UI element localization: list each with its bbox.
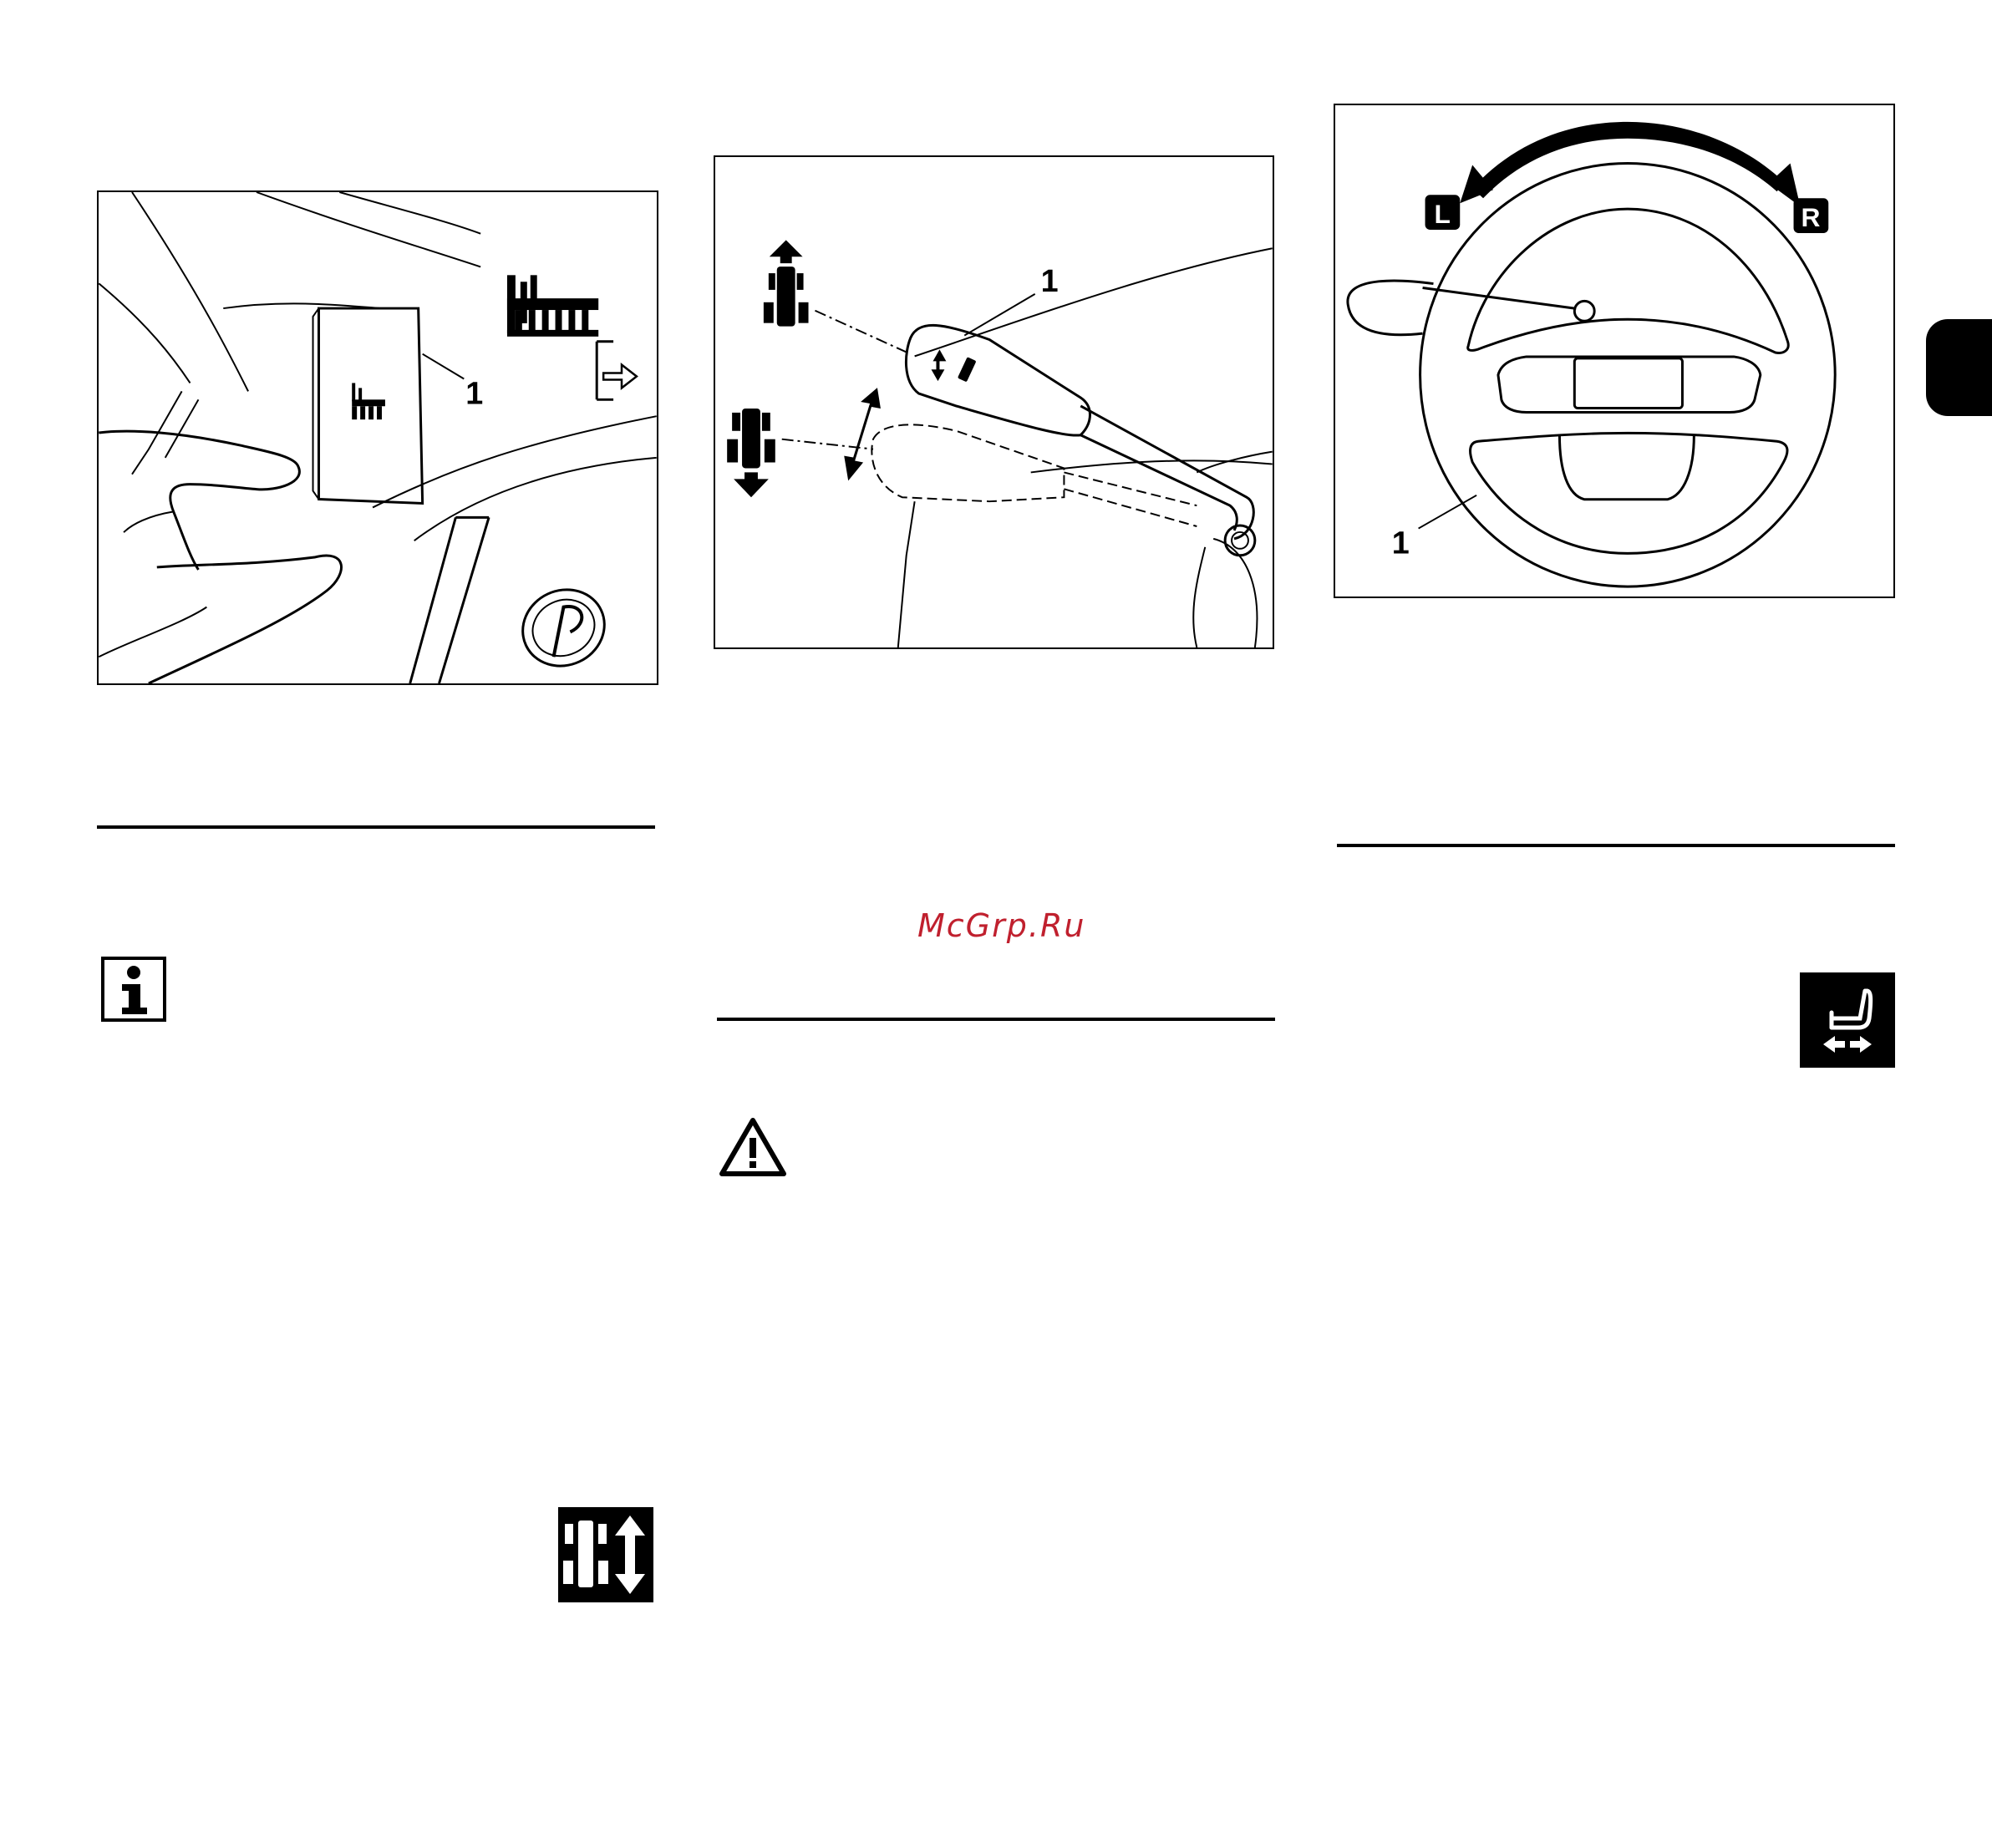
- exit-arrow-icon: [597, 342, 637, 400]
- section-tab: [1926, 319, 1992, 416]
- watermark: McGrp.Ru: [917, 907, 1086, 944]
- label-left-box: [1425, 195, 1461, 230]
- rule-right: [1337, 844, 1895, 847]
- info-icon: [100, 956, 167, 1023]
- figure-steering-wheel: [1334, 104, 1895, 598]
- figure-switch-press: [97, 190, 658, 685]
- rule-left: [97, 825, 655, 829]
- seat-adjust-icon: [1800, 972, 1895, 1068]
- figure-lever: [714, 155, 1274, 649]
- label-right-box: [1794, 198, 1829, 233]
- switch-press-illustration: [99, 192, 657, 683]
- figure3-callout: 1: [1391, 525, 1410, 561]
- steering-wheel-icon: [1335, 105, 1893, 597]
- double-arrow-icon: [844, 388, 881, 480]
- lever-illustration: [715, 157, 1273, 647]
- figure1-callout: 1: [465, 375, 484, 411]
- rule-middle: [717, 1018, 1275, 1021]
- warning-icon: [719, 1116, 787, 1178]
- figure2-callout: 1: [1040, 262, 1059, 298]
- steer-up-icon: [764, 240, 809, 326]
- steer-down-icon: [727, 409, 775, 497]
- label-right: R: [1801, 202, 1821, 233]
- switch-icon: [507, 275, 598, 337]
- label-left: L: [1434, 199, 1451, 230]
- steering-height-icon: [558, 1507, 653, 1602]
